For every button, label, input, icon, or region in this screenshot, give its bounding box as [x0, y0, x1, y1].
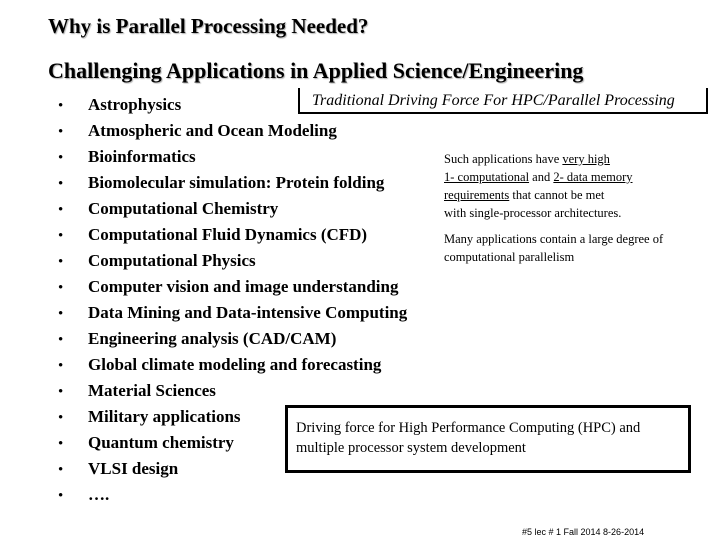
note-text: Such applications have — [444, 152, 563, 166]
application-item — [58, 170, 407, 196]
bullet-icon: • — [58, 124, 64, 140]
parallelism-note: Many applications contain a large degree of computational parallelism — [444, 232, 664, 264]
bullet-icon: • — [58, 462, 64, 478]
bullet-icon: • — [58, 410, 64, 426]
application-item — [58, 118, 407, 144]
slide-subtitle: Challenging Applications in Applied Science/Engineering — [48, 58, 584, 83]
bullet-icon: • — [58, 332, 64, 348]
application-item — [58, 144, 407, 170]
note-text: with single-processor architectures. — [444, 206, 622, 220]
application-label: Computer vision and image understanding — [88, 277, 399, 296]
note-text: and — [529, 170, 554, 184]
bullet-icon: • — [58, 488, 64, 504]
bullet-icon: • — [58, 98, 64, 114]
bullet-icon: • — [58, 176, 64, 192]
application-item — [58, 196, 407, 222]
traditional-driving-force-box: Traditional Driving Force For HPC/Parallel Processing — [298, 88, 708, 114]
note-text: 2- data memory — [553, 170, 633, 184]
application-item — [58, 482, 407, 508]
application-label: Quantum chemistry — [88, 433, 234, 452]
slide-title: Why is Parallel Processing Needed? — [48, 14, 369, 38]
requirements-note — [444, 150, 694, 222]
note-text: 1- computational — [444, 170, 530, 184]
note-text: requirements — [444, 188, 510, 202]
note-text: that cannot be met — [509, 188, 605, 202]
bullet-icon: • — [58, 384, 64, 400]
application-item — [58, 378, 407, 404]
application-item — [58, 248, 407, 274]
application-label: Computational Fluid Dynamics (CFD) — [88, 225, 368, 244]
application-label: Atmospheric and Ocean Modeling — [88, 121, 337, 140]
application-item — [58, 300, 407, 326]
application-label: …. — [88, 485, 110, 504]
bullet-icon: • — [58, 306, 64, 322]
bullet-icon: • — [58, 254, 64, 270]
application-item — [58, 222, 407, 248]
application-label: Military applications — [88, 407, 241, 426]
application-label: Material Sciences — [88, 381, 216, 400]
application-item — [58, 274, 407, 300]
bullet-icon: • — [58, 228, 64, 244]
note-text: very high — [562, 152, 610, 166]
slide-footer: #5 lec # 1 Fall 2014 8-26-2014 — [522, 527, 645, 537]
application-item — [58, 352, 407, 378]
application-label: Engineering analysis (CAD/CAM) — [88, 329, 337, 348]
bullet-icon: • — [58, 280, 64, 296]
application-label: Data Mining and Data-intensive Computing — [88, 303, 408, 322]
bullet-icon: • — [58, 436, 64, 452]
application-item — [58, 326, 407, 352]
bullet-icon: • — [58, 202, 64, 218]
application-label: Computational Physics — [88, 251, 256, 270]
bullet-icon: • — [58, 358, 64, 374]
application-label: Biomolecular simulation: Protein folding — [88, 173, 385, 192]
application-label: Astrophysics — [88, 95, 182, 114]
application-label: VLSI design — [88, 459, 179, 478]
bullet-icon: • — [58, 150, 64, 166]
application-label: Computational Chemistry — [88, 199, 279, 218]
application-label: Bioinformatics — [88, 147, 196, 166]
application-label: Global climate modeling and forecasting — [88, 355, 382, 374]
hpc-driving-force-box: Driving force for High Performance Computing (HPC) and multiple processor system development — [285, 405, 691, 473]
